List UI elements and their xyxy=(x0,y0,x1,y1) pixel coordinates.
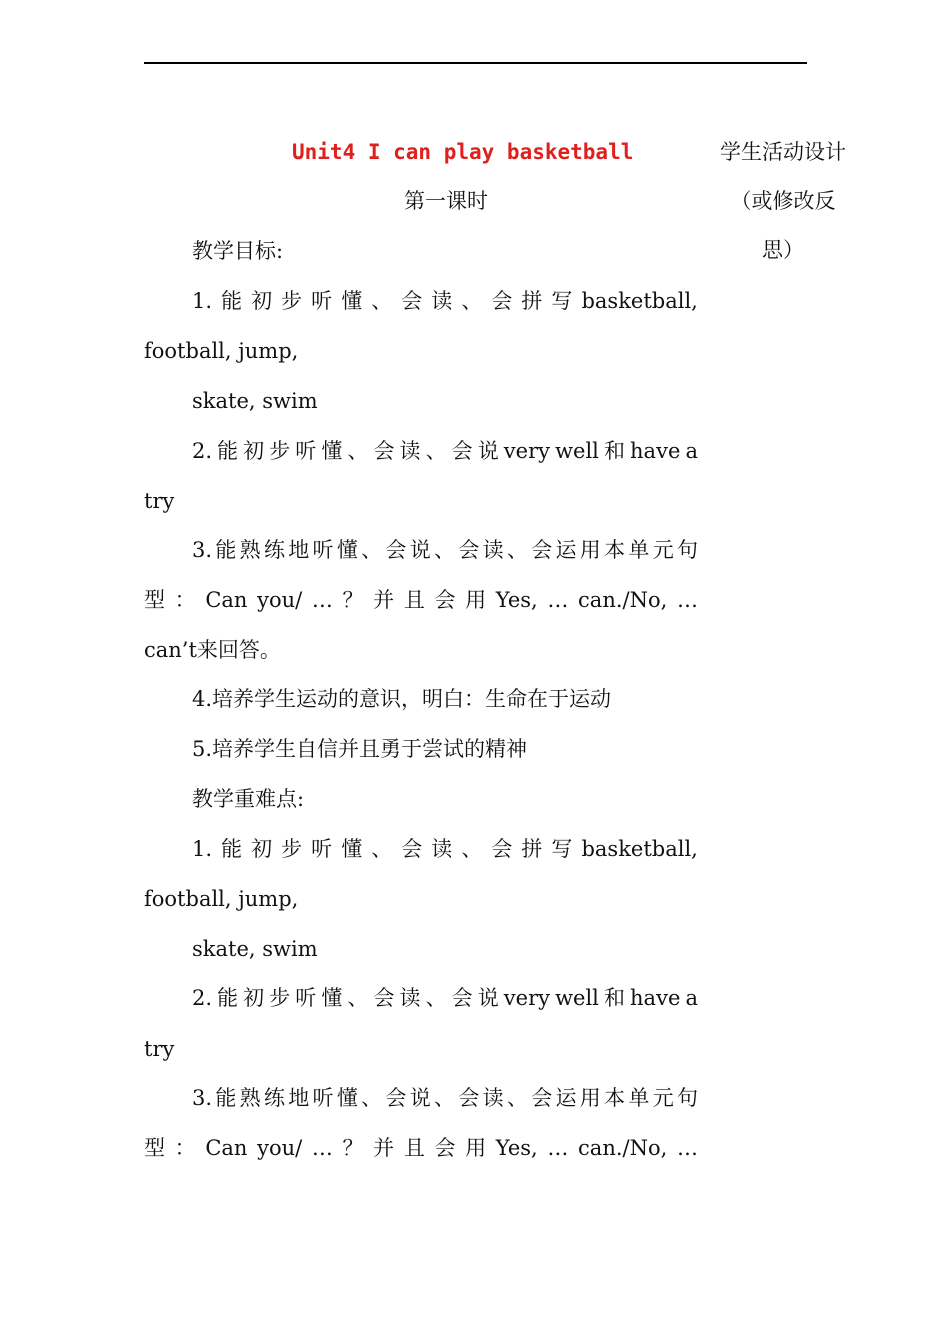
key-point-1-line1: 1. 能 初 步 听 懂 、 会 读 、 会 拼 写 basketball, xyxy=(192,837,698,861)
lesson-label: 第一课时 xyxy=(404,189,488,213)
side-heading-line3: 思） xyxy=(762,238,804,262)
key-point-1-line2: football, jump, xyxy=(144,887,299,911)
objective-1-line2: football, jump, xyxy=(144,339,299,363)
objective-2-line1: 2. 能 初 步 听 懂 、 会 读 、 会 说 very well 和 have a xyxy=(192,439,698,463)
objective-3-line1: 3. 能 熟 练 地 听 懂 、 会 说 、 会 读 、 会 运 用 本 单 元 句 xyxy=(192,538,698,562)
objectives-heading: 教学目标: xyxy=(192,239,284,263)
objective-1-line1: 1. 能 初 步 听 懂 、 会 读 、 会 拼 写 basketball, xyxy=(192,289,698,313)
side-heading-line2: （或修改反 xyxy=(730,189,836,213)
objective-3-line2: 型 ： Can you/ … ？ 并 且 会 用 Yes, … can./No, … xyxy=(144,588,698,612)
key-point-3-line1: 3. 能 熟 练 地 听 懂 、 会 说 、 会 读 、 会 运 用 本 单 元 句 xyxy=(192,1086,698,1110)
key-point-1-line3: skate, swim xyxy=(192,937,318,961)
objective-2-line2: try xyxy=(144,489,175,513)
side-heading-line1: 学生活动设计 xyxy=(720,140,846,164)
objective-5: 5.培养学生自信并且勇于尝试的精神 xyxy=(192,737,528,761)
header-rule xyxy=(144,62,807,64)
objective-1-line3: skate, swim xyxy=(192,389,318,413)
objective-3-line3: can’t来回答。 xyxy=(144,638,281,662)
key-points-heading: 教学重难点: xyxy=(192,787,305,811)
key-point-3-line2: 型 ： Can you/ … ？ 并 且 会 用 Yes, … can./No, … xyxy=(144,1136,698,1160)
unit-title: Unit4 I can play basketball xyxy=(292,140,634,164)
objective-4: 4.培养学生运动的意识，明白：生命在于运动 xyxy=(192,687,612,711)
key-point-2-line1: 2. 能 初 步 听 懂 、 会 读 、 会 说 very well 和 have a xyxy=(192,986,698,1010)
key-point-2-line2: try xyxy=(144,1037,175,1061)
